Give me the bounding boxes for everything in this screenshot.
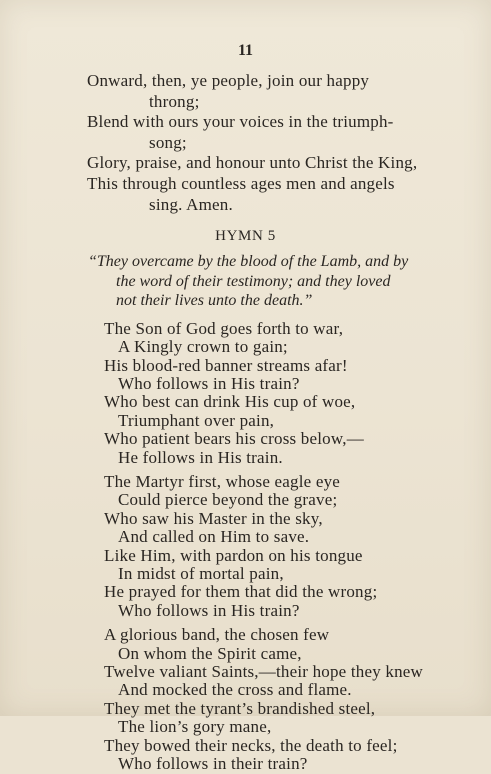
verse-line: They bowed their necks, the death to feel; [104, 735, 398, 755]
epigraph-line: the word of their testimony; and they loved [116, 272, 391, 290]
verse-line: In midst of mortal pain, [118, 563, 284, 583]
top-stanza-line: Blend with ours your voices in the triumph- [87, 112, 394, 132]
verse-line: He follows in His train. [118, 447, 283, 467]
verse-line: Triumphant over pain, [118, 410, 275, 430]
verse-line: A glorious band, the chosen few [104, 625, 330, 645]
verse-line: Twelve valiant Saints,—their hope they knew [104, 661, 423, 681]
epigraph-line: “They overcame by the blood of the Lamb, and by [88, 253, 409, 271]
verse-line: The Son of God goes forth to war, [104, 318, 344, 338]
verse-line: Like Him, with pardon on his tongue [104, 545, 363, 565]
verse-line: And called on Him to save. [118, 527, 310, 547]
verse-line: A Kingly crown to gain; [118, 337, 288, 357]
verse-line: Who follows in their train? [118, 753, 308, 773]
top-stanza-line: song; [149, 132, 187, 152]
verse-line: Could pierce beyond the grave; [118, 490, 338, 510]
verse-line: Who best can drink His cup of woe, [104, 392, 356, 412]
verse-line: Who follows in His train? [118, 600, 300, 620]
top-stanza-line: Glory, praise, and honour unto Christ the King, [87, 153, 418, 173]
verse-line: Who follows in His train? [118, 373, 300, 393]
verse-line: And mocked the cross and flame. [118, 680, 352, 700]
hymn-heading: HYMN 5 [215, 228, 276, 245]
verse-line: The Martyr first, whose eagle eye [104, 471, 341, 491]
verse-line: They met the tyrant’s brandished steel, [104, 698, 376, 718]
top-stanza-line: throng; [149, 91, 200, 111]
page-number: 11 [237, 42, 254, 59]
verse-line: Who saw his Master in the sky, [104, 508, 323, 528]
top-stanza-line: sing. Amen. [149, 194, 233, 214]
verse-line: His blood-red banner streams afar! [104, 355, 348, 375]
verse-line: Who patient bears his cross below,— [104, 429, 364, 449]
verse-line: The lion’s gory mane, [118, 717, 272, 737]
verse-line: On whom the Spirit came, [118, 643, 302, 663]
top-stanza-line: This through countless ages men and angels [87, 174, 395, 193]
verse-line: He prayed for them that did the wrong; [104, 582, 378, 602]
top-stanza-line: Onward, then, ye people, join our happy [87, 71, 370, 90]
epigraph-line: not their lives unto the death.” [116, 292, 313, 310]
